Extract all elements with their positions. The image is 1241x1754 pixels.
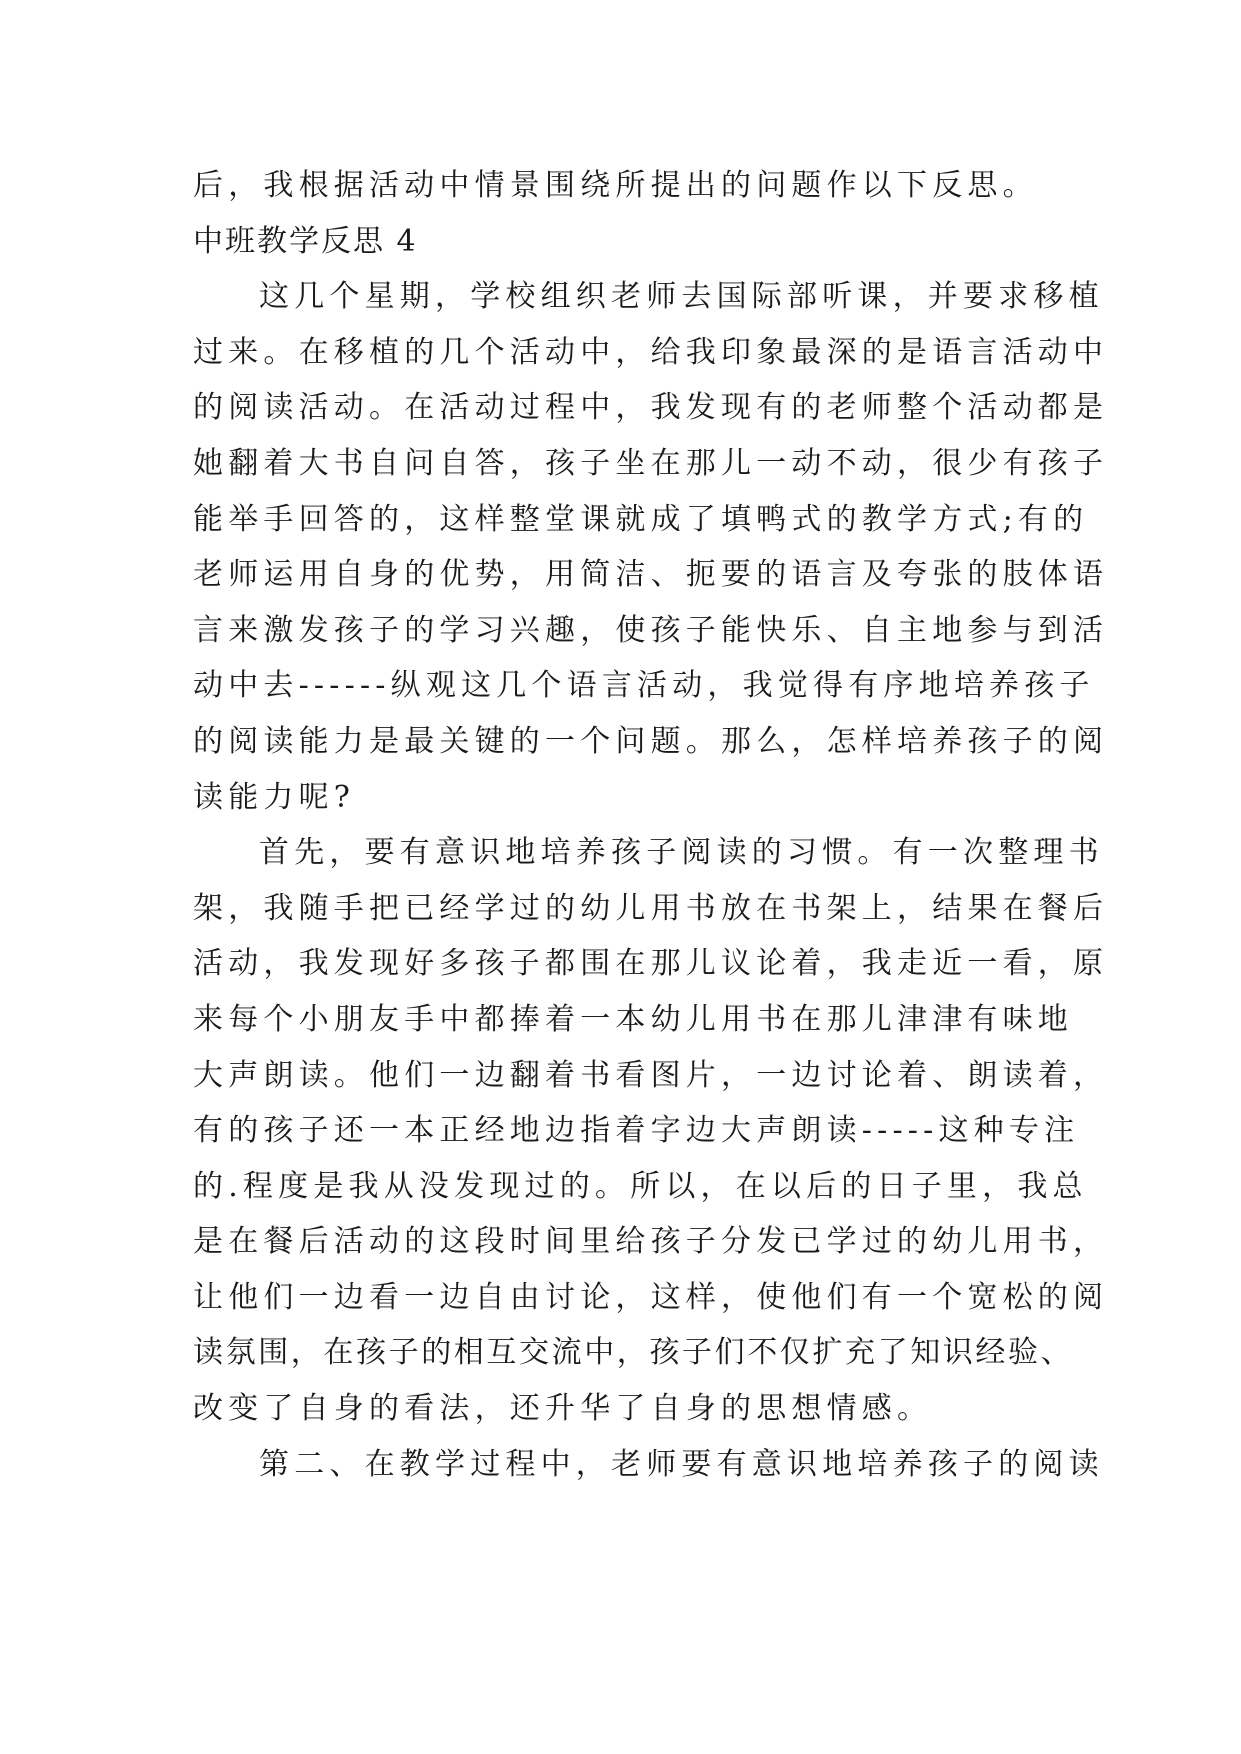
text-line: 的.程度是我从没发现过的。所以，在以后的日子里，我总 [193,1168,1088,1204]
text-line: 首先，要有意识地培养孩子阅读的习惯。有一次整理书 [259,835,1104,871]
text-line: 她翻着大书自问自答，孩子坐在那儿一动不动，很少有孩子 [193,445,1109,481]
text-line: 来每个小朋友手中都捧着一本幼儿用书在那儿津津有味地 [193,1001,1073,1037]
text-line: 这几个星期，学校组织老师去国际部听课，并要求移植 [259,279,1104,315]
text-line: 后，我根据活动中情景围绕所提出的问题作以下反思。 [193,168,1038,203]
text-line: 活动，我发现好多孩子都围在那儿议论着，我走近一看，原 [193,946,1109,982]
section-heading: 中班教学反思 4 [193,223,418,259]
text-line: 改变了自身的看法，还升华了自身的思想情感。 [193,1391,933,1427]
text-line: 的阅读能力是最关键的一个问题。那么，怎样培养孩子的阅 [193,723,1109,759]
text-line: 老师运用自身的优势，用简洁、扼要的语言及夸张的肢体语 [193,557,1109,593]
text-line: 能举手回答的，这样整堂课就成了填鸭式的教学方式;有的 [193,501,1089,537]
text-line: 的阅读活动。在活动过程中，我发现有的老师整个活动都是 [193,390,1109,426]
text-line: 大声朗读。他们一边翻着书看图片，一边讨论着、朗读着， [193,1057,1109,1093]
text-line: 读能力呢? [193,779,356,815]
text-line: 有的孩子还一本正经地边指着字边大声朗读-----这种专注 [193,1113,1080,1149]
text-line: 架，我随手把已经学过的幼儿用书放在书架上，结果在餐后 [193,890,1109,926]
text-line: 言来激发孩子的学习兴趣，使孩子能快乐、自主地参与到活 [193,612,1109,648]
text-line: 是在餐后活动的这段时间里给孩子分发已学过的幼儿用书， [193,1224,1109,1260]
text-line: 动中去------纵观这几个语言活动，我觉得有序地培养孩子 [193,668,1095,704]
text-line: 第二、在教学过程中，老师要有意识地培养孩子的阅读 [259,1446,1104,1482]
text-line: 让他们一边看一边自由讨论，这样，使他们有一个宽松的阅 [193,1279,1109,1315]
text-line: 过来。在移植的几个活动中，给我印象最深的是语言活动中 [193,334,1109,370]
document-body [193,158,1109,1492]
text-line: 读氛围，在孩子的相互交流中，孩子们不仅扩充了知识经验、 [193,1335,1074,1371]
